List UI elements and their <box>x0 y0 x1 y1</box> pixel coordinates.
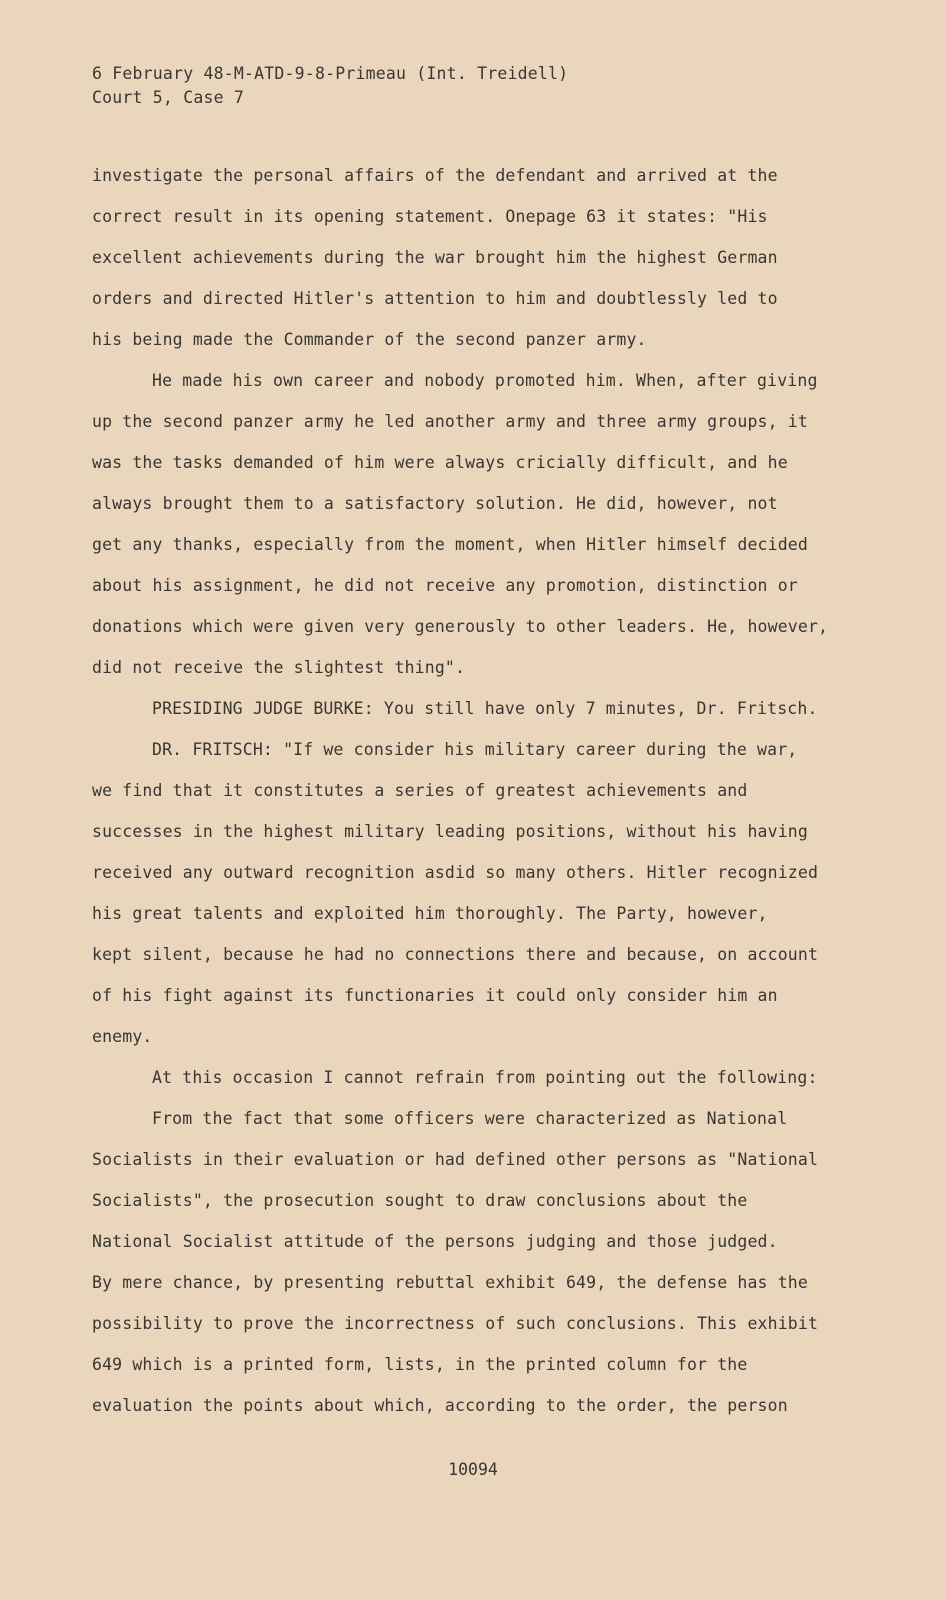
header-line-court-case: Court 5, Case 7 <box>92 88 245 107</box>
text-line: get any thanks, especially from the moment, when Hitler himself decided <box>92 535 808 554</box>
text-line: evaluation the points about which, according to the order, the person <box>92 1396 788 1415</box>
text-line: we find that it constitutes a series of greatest achievements and <box>92 781 748 800</box>
text-line: Socialists in their evaluation or had defined other persons as "National <box>92 1150 819 1169</box>
text-line: correct result in its opening statement. Onepage 63 it states: "His <box>92 207 768 226</box>
text-line: donations which were given very generously to other leaders. He, however, <box>92 617 829 636</box>
text-line: By mere chance, by presenting rebuttal exhibit 649, the defense has the <box>92 1273 808 1292</box>
text-line: enemy. <box>92 1027 153 1046</box>
text-line: At this occasion I cannot refrain from pointing out the following: <box>152 1068 818 1087</box>
text-line: DR. FRITSCH: "If we consider his military career during the war, <box>152 740 798 759</box>
text-line: orders and directed Hitler's attention to him and doubtlessly led to <box>92 289 778 308</box>
text-line: He made his own career and nobody promoted him. When, after giving <box>152 371 818 390</box>
text-line: did not receive the slightest thing". <box>92 658 466 677</box>
document-header <box>92 62 568 110</box>
page-number: 10094 <box>448 1460 498 1479</box>
text-line: excellent achievements during the war brought him the highest German <box>92 248 778 267</box>
text-line: National Socialist attitude of the persons judging and those judged. <box>92 1232 778 1251</box>
text-line: his great talents and exploited him thoroughly. The Party, however, <box>92 904 768 923</box>
text-line: of his fight against its functionaries it could only consider him an <box>92 986 778 1005</box>
text-line: received any outward recognition asdid so many others. Hitler recognized <box>92 863 819 882</box>
text-line: was the tasks demanded of him were always cricially difficult, and he <box>92 453 788 472</box>
text-line: investigate the personal affairs of the defendant and arrived at the <box>92 166 778 185</box>
text-line: From the fact that some officers were characterized as National <box>152 1109 788 1128</box>
text-line: Socialists", the prosecution sought to draw conclusions about the <box>92 1191 748 1210</box>
header-line-date-reference: 6 February 48-M-ATD-9-8-Primeau (Int. Treidell) <box>92 64 569 83</box>
text-line: up the second panzer army he led another army and three army groups, it <box>92 412 808 431</box>
text-line: successes in the highest military leading positions, without his having <box>92 822 808 841</box>
text-line: about his assignment, he did not receive any promotion, distinction or <box>92 576 798 595</box>
text-line: kept silent, because he had no connections there and because, on account <box>92 945 819 964</box>
text-line: PRESIDING JUDGE BURKE: You still have only 7 minutes, Dr. Fritsch. <box>152 699 818 718</box>
text-line: always brought them to a satisfactory solution. He did, however, not <box>92 494 778 513</box>
text-line: possibility to prove the incorrectness of such conclusions. This exhibit <box>92 1314 819 1333</box>
text-line: his being made the Commander of the second panzer army. <box>92 330 647 349</box>
text-line: 649 which is a printed form, lists, in the printed column for the <box>92 1355 748 1374</box>
